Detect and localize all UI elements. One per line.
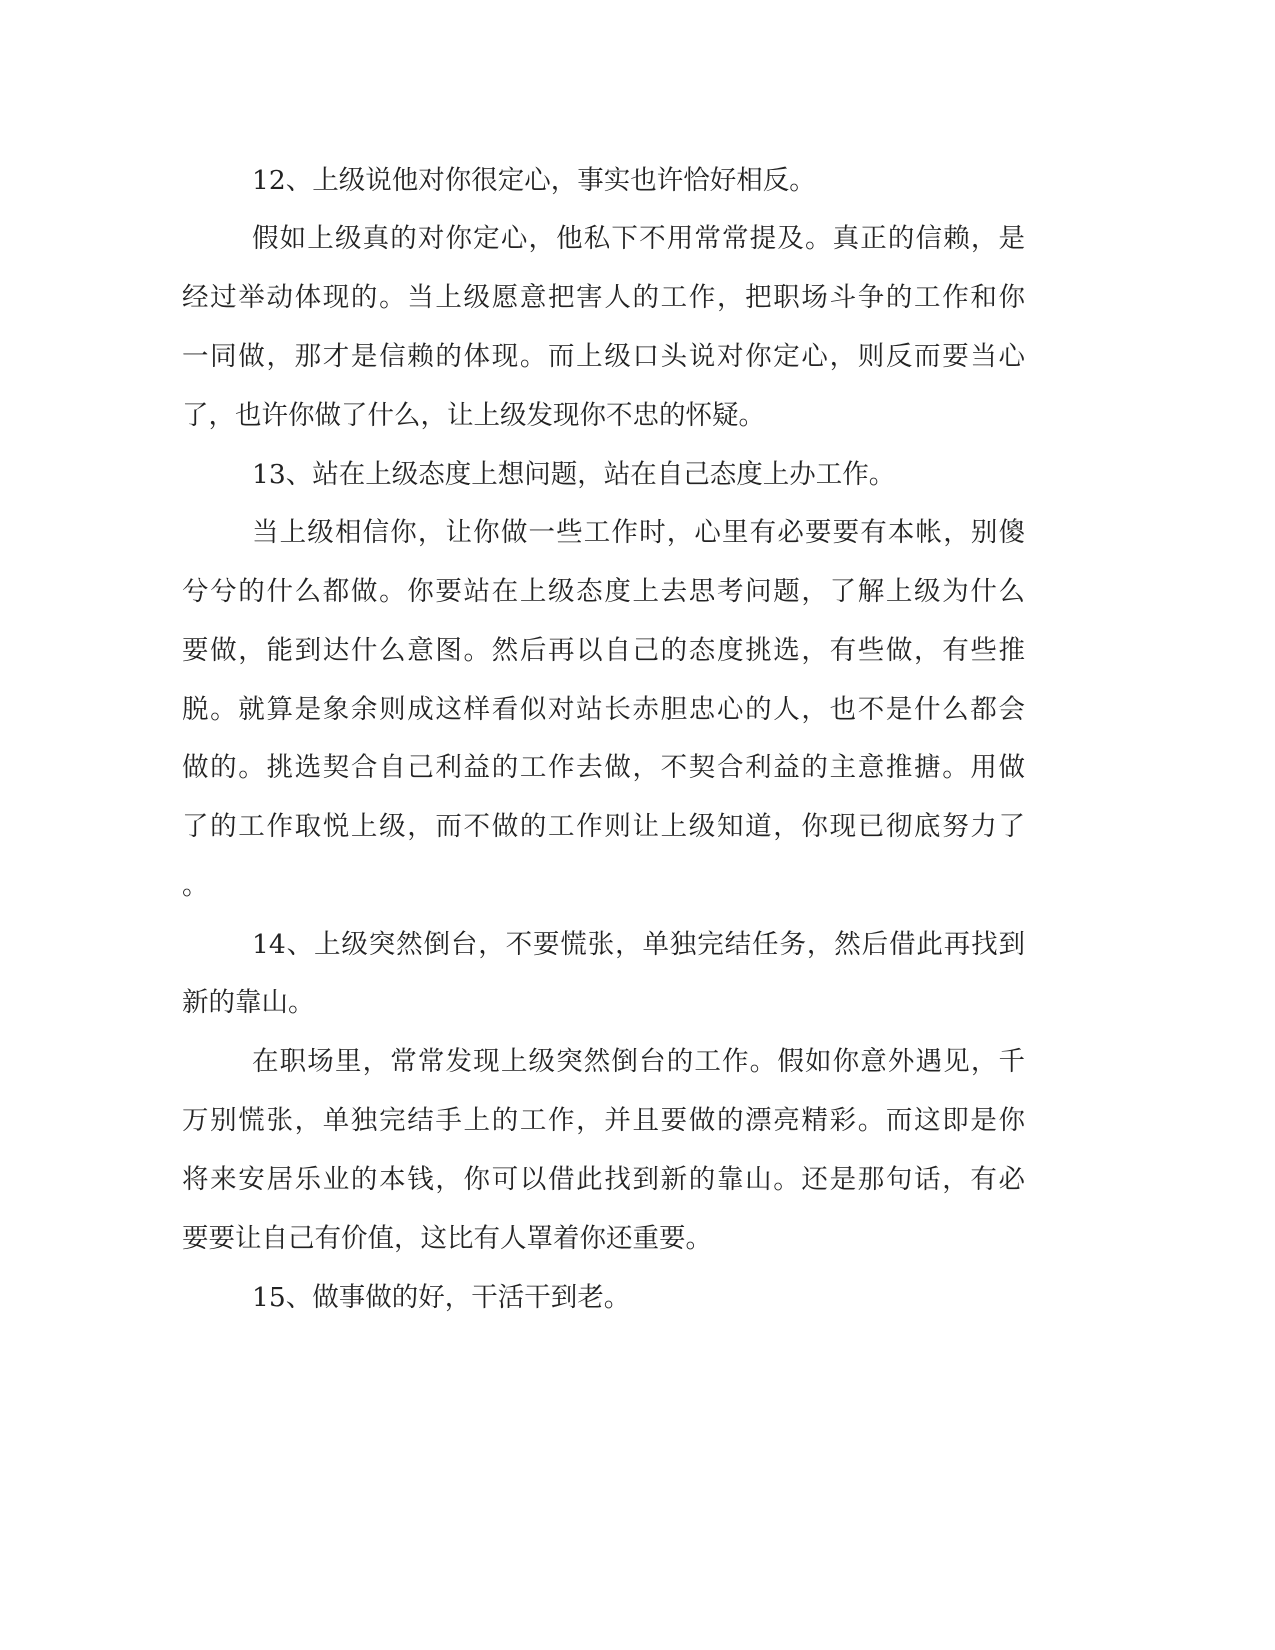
paragraph-line: 万别慌张，单独完结手上的工作，并且要做的漂亮精彩。而这即是你 [182,1105,1025,1136]
paragraph-line: 将来安居乐业的本钱，你可以借此找到新的靠山。还是那句话，有必 [182,1164,1025,1195]
paragraph-line: 了，也许你做了什么，让上级发现你不忠的怀疑。 [182,400,765,431]
paragraph-line: 要做，能到达什么意图。然后再以自己的态度挑选，有些做，有些推 [182,635,1025,666]
heading-12: 12、上级说他对你很定心，事实也许恰好相反。 [252,165,816,196]
paragraph-line: 。 [182,870,209,901]
heading-15: 15、做事做的好，干活干到老。 [252,1282,631,1313]
paragraph-line: 经过举动体现的。当上级愿意把害人的工作，把职场斗争的工作和你 [182,282,1025,313]
paragraph-line: 兮兮的什么都做。你要站在上级态度上去思考问题，了解上级为什么 [182,576,1025,607]
paragraph-line: 要要让自己有价值，这比有人罩着你还重要。 [182,1223,712,1254]
paragraph-line: 脱。就算是象余则成这样看似对站长赤胆忠心的人，也不是什么都会 [182,694,1025,725]
paragraph-line: 在职场里，常常发现上级突然倒台的工作。假如你意外遇见，千 [252,1046,1025,1077]
paragraph-line: 了的工作取悦上级，而不做的工作则让上级知道，你现已彻底努力了 [182,811,1025,842]
paragraph-line: 做的。挑选契合自己利益的工作去做，不契合利益的主意推搪。用做 [182,752,1025,783]
paragraph-line: 当上级相信你，让你做一些工作时，心里有必要要有本帐，别傻 [252,517,1025,548]
paragraph-line: 假如上级真的对你定心，他私下不用常常提及。真正的信赖，是 [252,223,1025,254]
heading-14-continuation: 新的靠山。 [182,987,315,1018]
paragraph-line: 一同做，那才是信赖的体现。而上级口头说对你定心，则反而要当心 [182,341,1025,372]
heading-13: 13、站在上级态度上想问题，站在自己态度上办工作。 [252,459,896,490]
heading-14: 14、上级突然倒台，不要慌张，单独完结任务，然后借此再找到 [252,929,1025,960]
